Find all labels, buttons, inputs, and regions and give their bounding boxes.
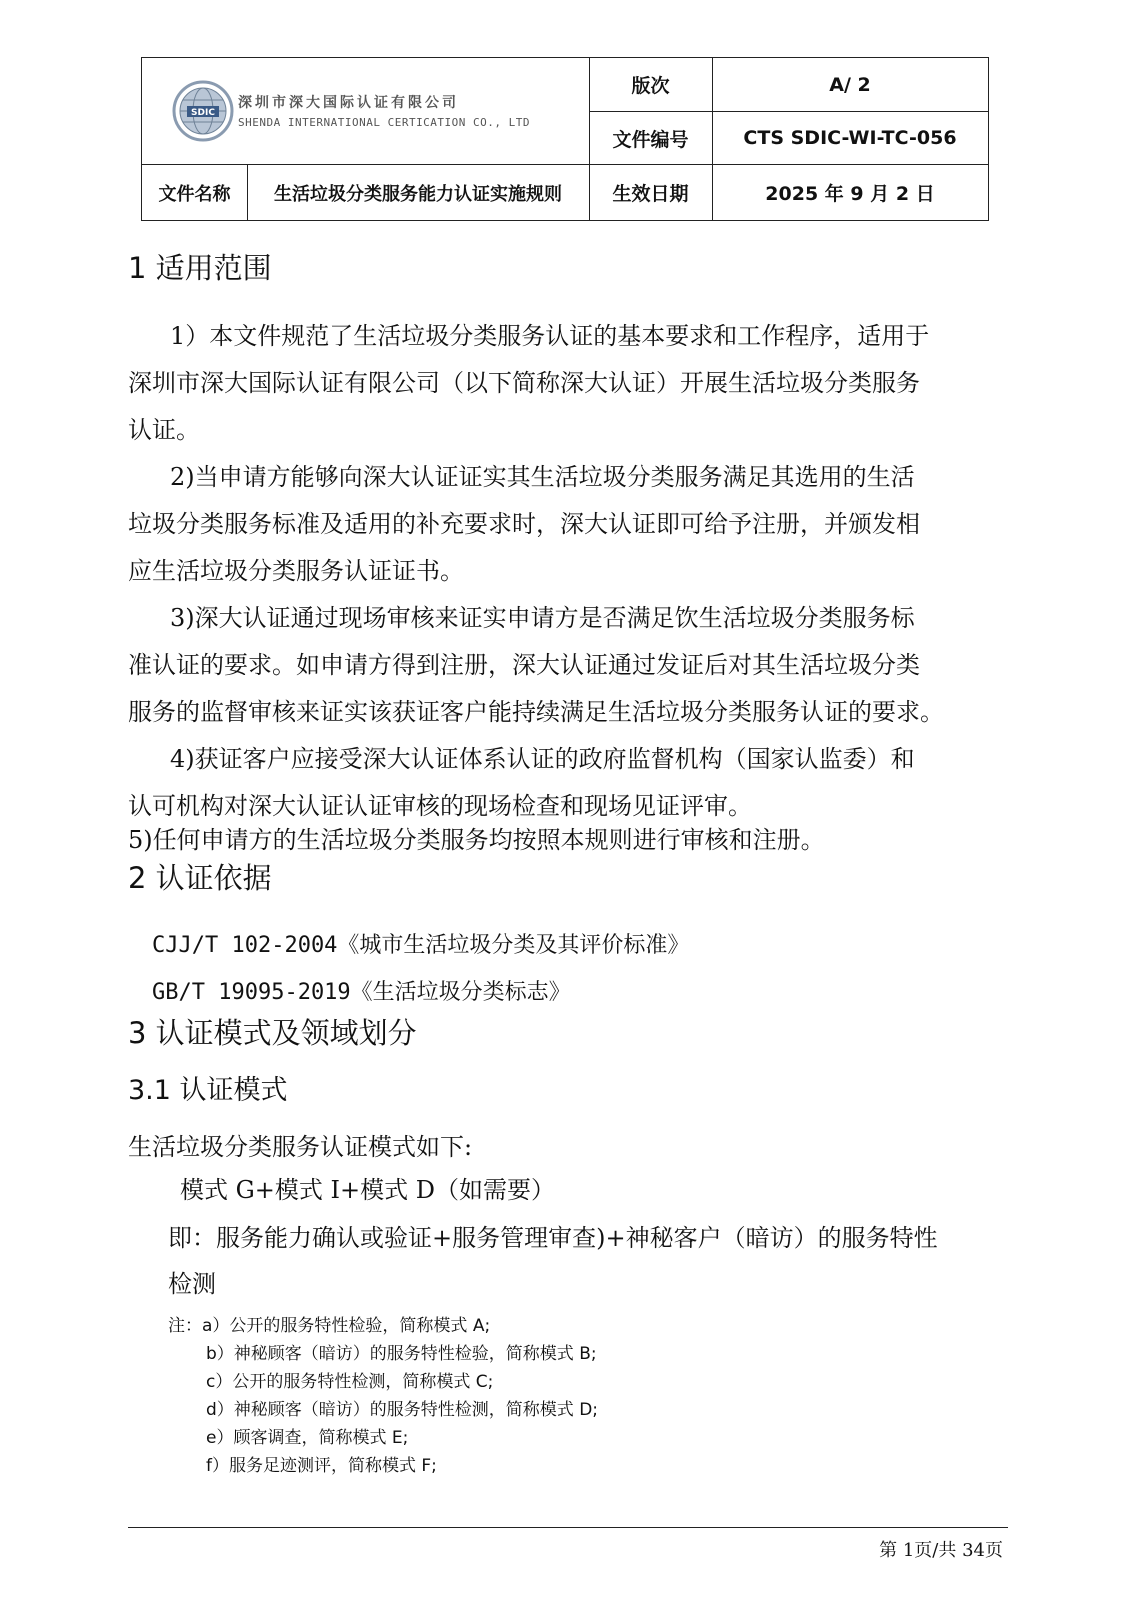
paragraph-3-line-1: 3)深大认证通过现场审核来证实申请方是否满足饮生活垃圾分类服务标 <box>170 604 915 632</box>
svg-text:SDIC: SDIC <box>191 108 215 118</box>
paragraph-2-line-3: 应生活垃圾分类服务认证证书。 <box>128 557 464 585</box>
note-item: f）服务足迹测评，简称模式 F; <box>206 1456 437 1476</box>
mode-formula: 模式 G+模式 I+模式 D（如需要） <box>180 1176 555 1204</box>
mode-explanation-line-2: 检测 <box>168 1270 216 1298</box>
section-1-title: 1 适用范围 <box>128 251 272 285</box>
section-3-title: 3 认证模式及领域划分 <box>128 1016 417 1050</box>
reference-standard-2: GB/T 19095-2019《生活垃圾分类标志》 <box>152 980 571 1005</box>
footer-divider <box>128 1527 1008 1528</box>
paragraph-1-line-2: 深圳市深大国际认证有限公司（以下简称深大认证）开展生活垃圾分类服务 <box>128 369 920 397</box>
paragraph-4-line-1: 4)获证客户应接受深大认证体系认证的政府监督机构（国家认监委）和 <box>170 745 915 773</box>
paragraph-2-line-2: 垃圾分类服务标准及适用的补充要求时，深大认证即可给予注册，并颁发相 <box>128 510 920 538</box>
paragraph-3-line-2: 准认证的要求。如申请方得到注册，深大认证通过发证后对其生活垃圾分类 <box>128 651 920 679</box>
section-2-title: 2 认证依据 <box>128 861 272 895</box>
docname-value: 生活垃圾分类服务能力认证实施规则 <box>274 183 562 205</box>
paragraph-1-line-1: 1）本文件规范了生活垃圾分类服务认证的基本要求和工作程序，适用于 <box>170 322 930 350</box>
paragraph-4-line-2: 认可机构对深大认证认证审核的现场检查和现场见证评审。 <box>128 792 752 820</box>
reference-standard-1: CJJ/T 102-2004《城市生活垃圾分类及其评价标准》 <box>152 933 690 958</box>
globe-logo-icon <box>172 80 234 142</box>
note-item: d）神秘顾客（暗访）的服务特性检测，简称模式 D; <box>206 1400 599 1420</box>
note-item: e）顾客调查，简称模式 E; <box>206 1428 409 1448</box>
document-header-table <box>141 57 989 221</box>
mode-explanation-line-1: 即：服务能力确认或验证+服务管理审查)+神秘客户（暗访）的服务特性 <box>168 1224 938 1252</box>
docname-label: 文件名称 <box>158 183 231 205</box>
docno-label: 文件编号 <box>612 128 689 151</box>
paragraph-1-line-3: 认证。 <box>128 416 200 444</box>
company-logo-block <box>142 58 590 165</box>
company-name-cn: 深圳市深大国际认证有限公司 <box>238 95 459 111</box>
version-value: A/ 2 <box>829 73 871 96</box>
page-number: 第 1页/共 34页 <box>879 1540 1003 1561</box>
note-item: b）神秘顾客（暗访）的服务特性检验，简称模式 B; <box>206 1344 597 1364</box>
effective-date-value: 2025 年 9 月 2 日 <box>765 183 935 205</box>
company-name-en: SHENDA INTERNATIONAL CERTICATION CO., LTD <box>238 116 531 129</box>
paragraph-2-line-1: 2)当申请方能够向深大认证证实其生活垃圾分类服务满足其选用的生活 <box>170 463 915 491</box>
docno-value: CTS SDIC-WI-TC-056 <box>743 127 957 149</box>
paragraph-5: 5)任何申请方的生活垃圾分类服务均按照本规则进行审核和注册。 <box>128 826 825 854</box>
paragraph-3-line-3: 服务的监督审核来证实该获证客户能持续满足生活垃圾分类服务认证的要求。 <box>128 698 944 726</box>
version-label: 版次 <box>631 75 670 97</box>
mode-intro: 生活垃圾分类服务认证模式如下: <box>128 1133 473 1161</box>
effective-date-label: 生效日期 <box>612 183 689 205</box>
note-item: c）公开的服务特性检测，简称模式 C; <box>206 1372 494 1392</box>
note-item: 注：a）公开的服务特性检验，简称模式 A; <box>168 1316 491 1336</box>
section-3-1-title: 3.1 认证模式 <box>128 1075 288 1106</box>
